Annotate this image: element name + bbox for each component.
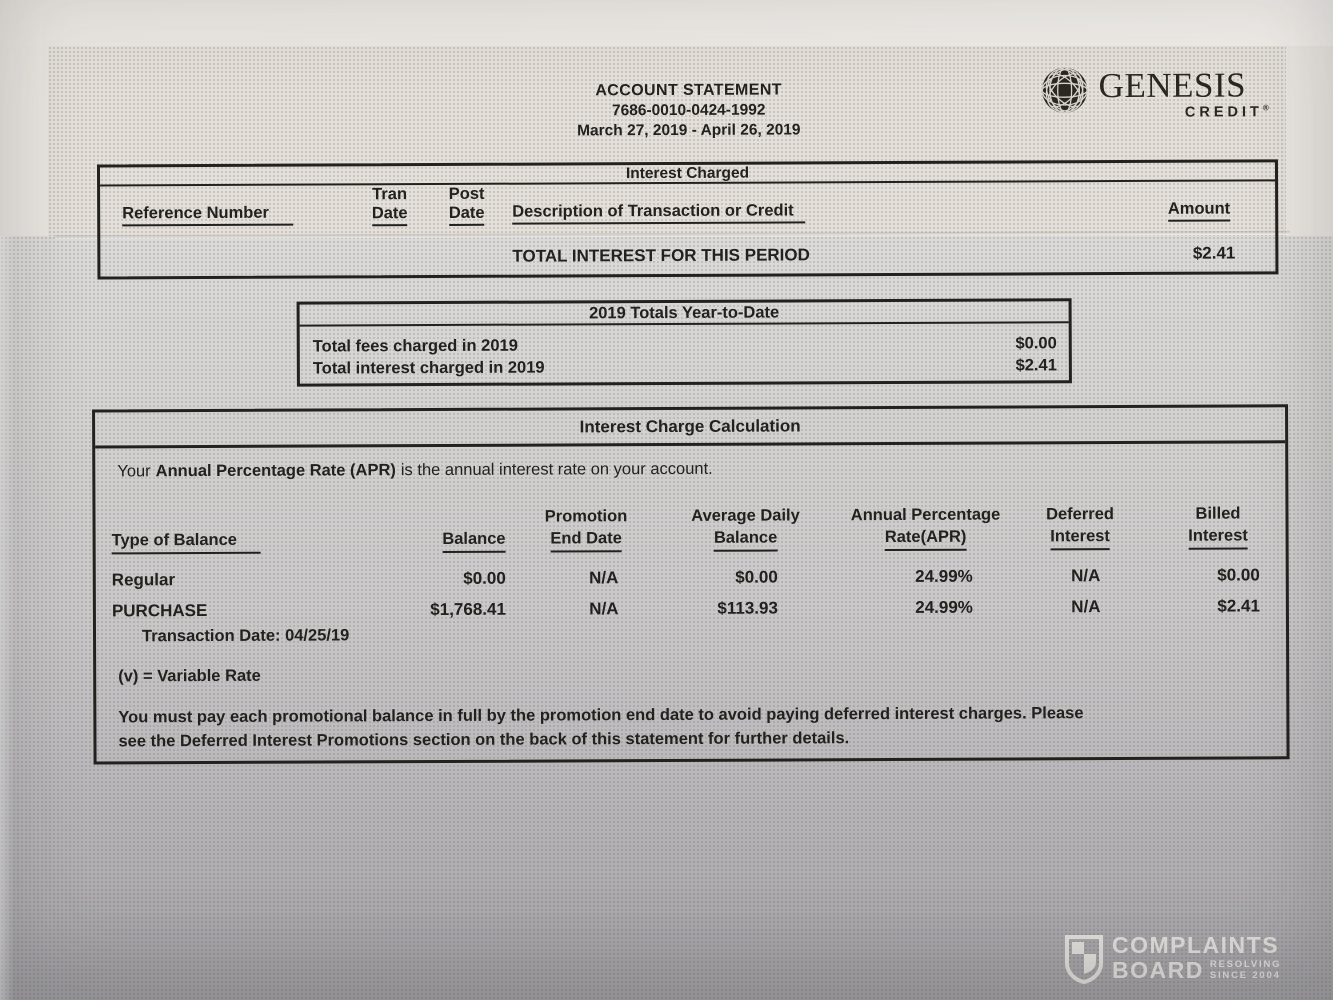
watermark-tag-2: SINCE 2004 <box>1209 970 1281 981</box>
genesis-globe-icon <box>1039 64 1091 116</box>
row-purchase-type: PURCHASE <box>111 601 208 621</box>
row-purchase-deferred: N/A <box>1071 597 1101 617</box>
row-purchase-promo-end: N/A <box>589 599 619 619</box>
type-of-balance-label: Type of Balance <box>112 529 261 555</box>
balance-label: Balance <box>442 528 505 553</box>
interest-calc-title: Interest Charge Calculation <box>95 407 1285 448</box>
row-regular-apr: 24.99% <box>915 566 973 586</box>
disclaimer-line-2: see the Deferred Interest Promotions section on the back of this statement for further details. <box>118 729 850 751</box>
post-date-label: Date <box>449 204 485 226</box>
registered-mark: ® <box>1262 103 1269 113</box>
calc-header-row <box>95 499 1285 554</box>
watermark-tag-1: RESOLVING <box>1209 959 1282 970</box>
ytd-fees-value: $0.00 <box>1015 334 1057 353</box>
row-regular-promo-end: N/A <box>589 568 619 588</box>
row-regular-avg-daily: $0.00 <box>735 567 778 587</box>
total-interest-value: $2.41 <box>1192 243 1236 263</box>
variable-rate-note: (v) = Variable Rate <box>118 666 261 686</box>
page-title: ACCOUNT STATEMENT <box>595 81 782 100</box>
row-regular-deferred: N/A <box>1071 566 1101 586</box>
average-daily-label: Average Daily <box>691 506 800 525</box>
brand-credit-label <box>1185 103 1269 120</box>
annual-percentage-label: Annual Percentage <box>850 505 1001 525</box>
account-number: 7686-0010-0424-1992 <box>611 101 766 120</box>
deferred-interest-label: Interest <box>1050 525 1110 550</box>
row-regular-billed: $0.00 <box>1217 565 1260 585</box>
promotion-label: Promotion <box>544 507 628 526</box>
deferred-interest-disclaimer <box>118 701 1083 753</box>
row-regular-balance: $0.00 <box>463 568 506 588</box>
col-header-average-daily-balance <box>675 504 815 552</box>
ytd-totals-title: 2019 Totals Year-to-Date <box>300 301 1069 326</box>
interest-charged-title: Interest Charged <box>100 162 1275 186</box>
col-header-type-of-balance <box>112 529 261 555</box>
ytd-interest-row <box>313 356 1057 378</box>
total-interest-label: TOTAL INTEREST FOR THIS PERIOD <box>512 245 810 266</box>
disclaimer-line-1: You must pay each promotional balance in full by the promotion end date to avoid paying deferred interest charges. Please <box>118 704 1084 727</box>
col-header-billed-interest <box>1155 502 1280 550</box>
brand-credit-text: CREDIT <box>1184 104 1263 121</box>
ytd-totals-section <box>297 298 1072 386</box>
description-label: Description of Transaction or Credit <box>512 201 806 224</box>
col-header-balance <box>401 528 506 553</box>
billed-interest-label: Interest <box>1188 524 1248 549</box>
col-header-apr <box>832 503 1018 551</box>
apr-sentence <box>117 460 712 482</box>
complaintsboard-shield-icon <box>1064 934 1104 989</box>
ytd-interest-value: $2.41 <box>1015 356 1057 375</box>
apr-sentence-bold: Annual Percentage Rate (APR) <box>155 461 396 481</box>
ytd-fees-label: Total fees charged in 2019 <box>312 336 518 356</box>
col-header-description <box>512 201 806 224</box>
apr-sentence-suffix: is the annual interest rate on your account. <box>400 459 713 480</box>
interest-charged-section <box>97 159 1278 279</box>
end-date-label: End Date <box>550 527 622 552</box>
complaintsboard-watermark <box>1064 934 1281 989</box>
rate-apr-label: Rate(APR) <box>885 526 967 551</box>
row-purchase-balance: $1,768.41 <box>430 599 506 620</box>
ytd-interest-label: Total interest charged in 2019 <box>312 358 545 378</box>
reference-number-label: Reference Number <box>122 204 293 227</box>
apr-sentence-prefix: Your <box>117 462 151 481</box>
statement-period: March 27, 2019 - April 26, 2019 <box>577 121 801 140</box>
row-purchase-transaction-date: Transaction Date: 04/25/19 <box>141 626 350 646</box>
tran-date-label: Date <box>372 204 408 226</box>
deferred-label: Deferred <box>1046 505 1114 524</box>
row-purchase-avg-daily: $113.93 <box>717 598 778 618</box>
col-header-amount <box>1120 200 1230 222</box>
watermark-line-2: BOARD <box>1112 957 1204 983</box>
avg-balance-label: Balance <box>714 527 777 552</box>
complaintsboard-text <box>1112 934 1281 982</box>
col-header-reference-number <box>122 204 293 227</box>
row-purchase-billed: $2.41 <box>1217 596 1260 616</box>
amount-label: Amount <box>1168 200 1230 222</box>
tran-label: Tran <box>372 185 408 204</box>
statement-header <box>439 79 939 142</box>
row-regular-type: Regular <box>111 570 176 590</box>
row-purchase-apr: 24.99% <box>915 597 973 617</box>
genesis-credit-logo <box>1039 59 1279 122</box>
interest-calc-section <box>92 404 1290 764</box>
brand-name: GENESIS <box>1098 65 1247 106</box>
col-header-promotion-end-date <box>523 505 648 553</box>
col-header-post-date <box>414 185 519 226</box>
post-label: Post <box>448 184 485 203</box>
ytd-fees-row <box>313 334 1057 356</box>
watermark-tagline <box>1210 959 1281 981</box>
watermark-line-1: COMPLAINTS <box>1112 932 1280 958</box>
col-header-deferred-interest <box>1017 503 1142 551</box>
billed-label: Billed <box>1195 504 1241 523</box>
